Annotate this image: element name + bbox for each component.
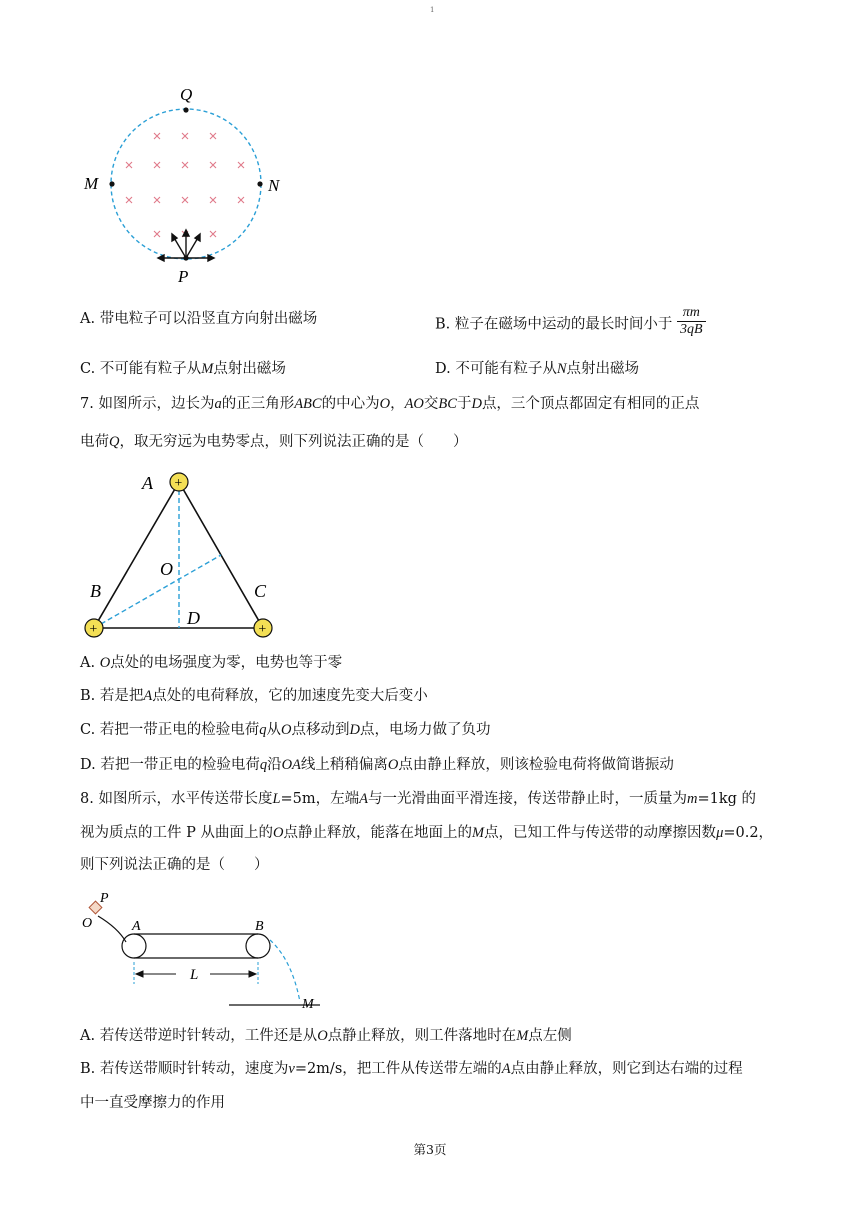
q8-stem-line-3: 则下列说法正确的是（ ）	[80, 857, 269, 873]
left-roller	[122, 934, 146, 958]
label-n: N	[268, 176, 280, 195]
q7-option-b: B. 若是把A点处的电荷释放，它的加速度先变大后变小	[80, 688, 428, 704]
right-roller	[246, 934, 270, 958]
point-q	[183, 107, 188, 112]
q6-option-d: D. 不可能有粒子从N点射出磁场	[435, 361, 639, 377]
q6-option-a: A. 带电粒子可以沿竖直方向射出磁场	[80, 311, 318, 327]
charge-a	[170, 473, 188, 491]
q8-option-b-line-2: 中一直受摩擦力的作用	[80, 1095, 225, 1111]
magnetic-field-figure	[80, 78, 300, 288]
label-m: M	[84, 174, 99, 193]
label-b: B	[90, 581, 101, 601]
label-b: B	[255, 919, 264, 934]
point-m	[109, 181, 114, 186]
q8-stem-line-2: 视为质点的工件 P 从曲面上的O点静止释放，能落在地面上的M点，已知工件与传送带的动摩擦因数μ=0.2，	[80, 825, 774, 841]
q6-option-c: C. 不可能有粒子从M点射出磁场	[80, 361, 286, 377]
field-cross-marks	[126, 133, 244, 237]
label-a: A	[132, 919, 141, 934]
label-m: M	[302, 997, 314, 1012]
svg-text:+: +	[257, 622, 267, 637]
q7-stem-line-2: 电荷Q，取无穷远为电势零点，则下列说法正确的是（ ）	[80, 434, 468, 450]
label-p: P	[100, 891, 109, 906]
q8-stem-line-1: 8. 如图所示，水平传送带长度L=5m，左端A与一光滑曲面平滑连接，传送带静止时，一质量为m=1kg 的	[80, 791, 757, 807]
svg-text:+: +	[173, 476, 183, 491]
point-n	[257, 181, 262, 186]
svg-text:+: +	[88, 622, 98, 637]
charge-b	[85, 619, 103, 637]
label-c: C	[254, 581, 267, 601]
triangle-charges-figure	[80, 465, 280, 645]
q6-option-b: B. 粒子在磁场中运动的最长时间小于 $\frac{\pi m}{3qB}$	[435, 308, 706, 341]
velocity-arrows	[158, 230, 214, 261]
label-o: O	[160, 559, 173, 579]
label-l: L	[190, 967, 199, 983]
q7-option-d: D. 若把一带正电的检验电荷q沿OA线上稍稍偏离O点由静止释放，则该检验电荷将做简谐振动	[80, 757, 674, 773]
fraction-pi-m-over-3qb: $\frac{\pi m}{3qB}$	[677, 305, 706, 338]
q8-option-b-line-1: B. 若传送带顺时针转动，速度为v=2m/s，把工件从传送带左端的A点由静止释放，则它到达右端的过程	[80, 1061, 743, 1077]
label-p: P	[178, 267, 189, 286]
q8-option-a: A. 若传送带逆时针转动，工件还是从O点静止释放，则工件落地时在M点左侧	[80, 1028, 572, 1044]
page-footer: 第3页	[413, 1142, 447, 1157]
q7-stem-line-1: 7. 如图所示，边长为a的正三角形ABC的中心为O，AO交BC于D点，三个顶点都固定有相同的正点	[80, 396, 700, 412]
label-o: O	[82, 916, 93, 931]
conveyor-belt-figure	[80, 888, 330, 1013]
page-mark: 1	[430, 6, 435, 14]
charge-c	[254, 619, 272, 637]
label-a: A	[142, 473, 153, 493]
label-d: D	[187, 608, 200, 628]
q7-option-c: C. 若把一带正电的检验电荷q从O点移动到D点，电场力做了负功	[80, 722, 491, 738]
q7-option-a: A. O点处的电场强度为零，电势也等于零	[80, 655, 343, 671]
label-q: Q	[180, 85, 193, 104]
